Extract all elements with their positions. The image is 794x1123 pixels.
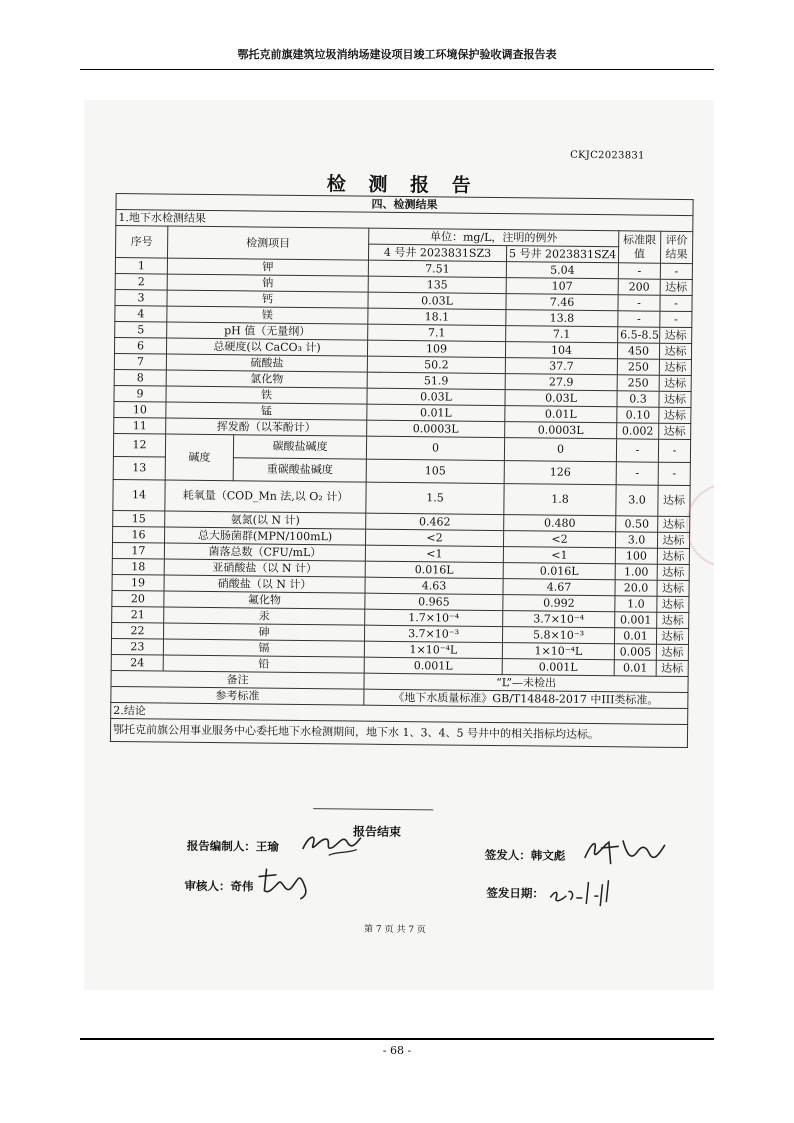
row-limit: 1.00 xyxy=(615,564,657,580)
row-well4-value: 1.5 xyxy=(366,482,504,514)
col-item-header: 检测项目 xyxy=(167,226,368,260)
row-number: 17 xyxy=(112,542,164,559)
row-well5-value: 0.01L xyxy=(505,406,617,423)
row-well4-value: 18.1 xyxy=(368,308,506,325)
row-well5-value: 107 xyxy=(506,278,618,295)
reviewer-label: 审核人：奇伟 xyxy=(184,878,254,894)
remark-label: 备注 xyxy=(111,670,364,689)
row-number: 8 xyxy=(114,370,166,387)
row-evaluation: 达标 xyxy=(657,532,689,548)
col-limit-header: 标准限值 xyxy=(618,231,660,263)
row-item: 汞 xyxy=(164,607,365,625)
compiler-signature xyxy=(299,827,369,862)
row-well5-value: 0.016L xyxy=(503,563,615,580)
issuer-label: 签发人：韩文彪 xyxy=(484,847,566,863)
report-title: 检 测 报 告 xyxy=(326,173,479,197)
row-evaluation: 达标 xyxy=(657,612,689,628)
table-row xyxy=(113,434,690,463)
row-limit: 250 xyxy=(617,375,659,391)
row-number: 20 xyxy=(112,590,164,607)
row-limit: 3.0 xyxy=(615,532,657,548)
col-well4-header: 4 号井 2023831SZ3 xyxy=(368,244,506,261)
conclusion-label: 2.结论 xyxy=(111,702,688,724)
row-limit: 20.0 xyxy=(615,580,657,596)
row-number: 11 xyxy=(114,418,166,435)
remark-value: “L”—未检出 xyxy=(364,673,688,692)
report-code: CKJC2023831 xyxy=(570,149,645,162)
section-title: 四、检测结果 xyxy=(116,194,693,216)
reviewer-signature xyxy=(254,865,314,906)
row-well4-value: 4.63 xyxy=(365,577,503,594)
row-item: 碳酸盐碱度 xyxy=(233,435,366,459)
row-number: 23 xyxy=(111,638,163,655)
row-limit: 0.005 xyxy=(614,644,656,660)
alkalinity-group-label: 碱度 xyxy=(165,434,233,481)
row-well4-value: <2 xyxy=(365,529,503,546)
row-well5-value: 0.0003L xyxy=(505,422,617,439)
row-evaluation: 达标 xyxy=(656,628,688,644)
header-title: 鄂托克前旗建筑垃圾消纳场建设项目竣工环境保护验收调查报告表 xyxy=(237,48,557,61)
results-table xyxy=(110,193,694,748)
row-well4-value: 1.7×10⁻⁴ xyxy=(365,609,503,626)
row-item: 挥发酚（以苯酚计） xyxy=(166,418,367,436)
row-evaluation: 达标 xyxy=(656,660,688,676)
reference-value: 《地下水质量标准》GB/T14848-2017 中III类标准。 xyxy=(364,689,688,708)
row-evaluation: 达标 xyxy=(659,359,691,375)
row-well4-value: 7.51 xyxy=(368,260,506,277)
row-evaluation: 达标 xyxy=(657,548,689,564)
row-well5-value: 126 xyxy=(504,461,616,485)
row-number: 4 xyxy=(115,306,167,323)
row-evaluation: - xyxy=(660,263,692,279)
row-well4-value: 0.965 xyxy=(365,593,503,610)
row-item: 锰 xyxy=(166,402,367,420)
row-evaluation: 达标 xyxy=(659,407,691,423)
row-number: 19 xyxy=(112,574,164,591)
row-item: 氯化物 xyxy=(166,370,367,388)
row-evaluation: - xyxy=(658,462,690,485)
row-number: 24 xyxy=(111,654,163,671)
row-number: 13 xyxy=(113,457,165,481)
row-limit: 0.3 xyxy=(617,391,659,407)
row-number: 10 xyxy=(114,402,166,419)
row-number: 14 xyxy=(113,480,165,512)
row-evaluation: 达标 xyxy=(657,564,689,580)
row-item: 镁 xyxy=(167,306,368,324)
row-evaluation: - xyxy=(658,439,690,462)
footer-rule xyxy=(80,1038,714,1040)
row-evaluation: 达标 xyxy=(660,279,692,295)
row-well4-value: 0.01L xyxy=(367,404,505,421)
row-evaluation: 达标 xyxy=(660,327,692,343)
issue-date-label: 签发日期： xyxy=(486,885,544,901)
row-limit: 0.10 xyxy=(617,407,659,423)
row-well4-value: <1 xyxy=(365,545,503,562)
issuer-signature xyxy=(579,830,669,871)
page-header xyxy=(80,30,714,70)
row-limit: 100 xyxy=(615,548,657,564)
row-number: 3 xyxy=(115,290,167,307)
row-well4-value: 3.7×10⁻³ xyxy=(364,625,502,642)
row-item: 砷 xyxy=(164,623,365,641)
row-well5-value: 0.992 xyxy=(503,595,615,612)
row-item: 总硬度(以 CaCO₃ 计) xyxy=(166,338,367,356)
row-well5-value: 13.8 xyxy=(506,310,618,327)
row-item: pH 值（无量纲） xyxy=(167,322,368,340)
row-number: 9 xyxy=(114,386,166,403)
row-well5-value: 7.46 xyxy=(506,294,618,311)
row-evaluation: 达标 xyxy=(659,423,691,439)
row-limit: - xyxy=(618,263,660,279)
row-well5-value: 104 xyxy=(505,342,617,359)
row-evaluation: - xyxy=(660,295,692,311)
row-well4-value: 51.9 xyxy=(367,372,505,389)
row-number: 22 xyxy=(112,622,164,639)
row-limit: 0.001 xyxy=(615,612,657,628)
issue-date-handwritten xyxy=(548,872,628,909)
row-evaluation: 达标 xyxy=(657,596,689,612)
scanned-report xyxy=(84,100,714,990)
row-well5-value: <2 xyxy=(503,531,615,548)
subsection-title: 1.地下水检测结果 xyxy=(116,210,693,232)
row-item: 硫酸盐 xyxy=(166,354,367,372)
row-well4-value: 0.462 xyxy=(366,513,504,530)
row-number: 16 xyxy=(113,527,165,544)
row-evaluation: 达标 xyxy=(658,516,690,532)
scan-page-number: 第 7 页 共 7 页 xyxy=(364,924,426,936)
row-item: 钾 xyxy=(167,258,368,276)
row-number: 1 xyxy=(115,258,167,275)
row-well5-value: 0 xyxy=(504,438,616,462)
row-limit: - xyxy=(616,439,658,462)
row-evaluation: - xyxy=(660,311,692,327)
row-limit: 0.002 xyxy=(617,423,659,439)
row-limit: 450 xyxy=(617,343,659,359)
row-evaluation: 达标 xyxy=(659,375,691,391)
row-item: 铅 xyxy=(163,655,364,673)
row-number: 15 xyxy=(113,511,165,528)
row-limit: 3.0 xyxy=(616,485,658,516)
row-well4-value: 105 xyxy=(366,459,504,483)
row-limit: 200 xyxy=(618,279,660,295)
row-well4-value: 7.1 xyxy=(368,324,506,341)
row-well5-value: 4.67 xyxy=(503,579,615,596)
row-item: 菌落总数（CFU/mL） xyxy=(164,543,365,561)
row-well4-value: 1×10⁻⁴L xyxy=(364,641,502,658)
row-well4-value: 135 xyxy=(368,276,506,293)
row-well5-value: 3.7×10⁻⁴ xyxy=(503,611,615,628)
col-unit-header: 单位：mg/L，注明的例外 xyxy=(369,228,619,247)
footer-page-number: - 68 - xyxy=(382,1044,412,1057)
col-eval-header: 评价结果 xyxy=(660,231,692,263)
row-item: 钙 xyxy=(167,290,368,308)
row-well5-value: 0.001L xyxy=(502,659,614,676)
row-well5-value: 27.9 xyxy=(505,374,617,391)
row-item: 镉 xyxy=(163,639,364,657)
compiler-label: 报告编制人：王瑜 xyxy=(186,838,279,854)
row-well5-value: 37.7 xyxy=(505,358,617,375)
row-well5-value: 1.8 xyxy=(504,484,616,516)
row-well4-value: 50.2 xyxy=(367,356,505,373)
row-number: 21 xyxy=(112,606,164,623)
row-evaluation: 达标 xyxy=(658,485,690,516)
row-number: 5 xyxy=(115,322,167,339)
row-limit: - xyxy=(618,311,660,327)
row-number: 2 xyxy=(115,274,167,291)
row-limit: 250 xyxy=(617,359,659,375)
divider-line xyxy=(313,808,433,810)
row-limit: - xyxy=(616,462,658,485)
row-well5-value: 0.03L xyxy=(505,390,617,407)
reference-label: 参考标准 xyxy=(111,686,364,705)
row-item: 铁 xyxy=(166,386,367,404)
row-item: 耗氧量（COD_Mn 法,以 O₂ 计） xyxy=(165,480,366,513)
row-number: 12 xyxy=(113,434,165,458)
row-evaluation: 达标 xyxy=(656,644,688,660)
row-well5-value: 5.04 xyxy=(506,262,618,279)
row-item: 钠 xyxy=(167,274,368,292)
row-well4-value: 0.0003L xyxy=(367,420,505,437)
row-well4-value: 0.03L xyxy=(368,292,506,309)
row-well5-value: <1 xyxy=(503,547,615,564)
row-evaluation: 达标 xyxy=(659,343,691,359)
row-item: 亚硝酸盐（以 N 计） xyxy=(164,559,365,577)
row-well4-value: 109 xyxy=(367,340,505,357)
row-evaluation: 达标 xyxy=(657,580,689,596)
report-end-text: 报告结束 xyxy=(352,824,402,840)
row-limit: 6.5-8.5 xyxy=(618,327,660,343)
row-well4-value: 0.03L xyxy=(367,388,505,405)
col-seq-header: 序号 xyxy=(115,226,167,259)
row-limit: 0.50 xyxy=(616,516,658,532)
row-item: 重碳酸盐碱度 xyxy=(233,458,366,482)
row-number: 7 xyxy=(114,354,166,371)
row-limit: 1.0 xyxy=(615,596,657,612)
row-well4-value: 0.001L xyxy=(364,657,502,674)
row-item: 氨氮(以 N 计) xyxy=(165,511,366,529)
row-limit: 0.01 xyxy=(614,628,656,644)
row-well5-value: 5.8×10⁻³ xyxy=(502,627,614,644)
row-well4-value: 0 xyxy=(366,436,504,460)
row-well4-value: 0.016L xyxy=(365,561,503,578)
row-limit: 0.01 xyxy=(614,660,656,676)
row-well5-value: 0.480 xyxy=(504,515,616,532)
row-well5-value: 7.1 xyxy=(506,326,618,343)
conclusion-text: 鄂托克前旗公用事业服务中心委托地下水检测期间，地下水 1、3、4、5 号井中的相关指标均达标。 xyxy=(110,718,687,747)
col-well5-header: 5 号井 2023831SZ4 xyxy=(506,246,618,263)
row-limit: - xyxy=(618,295,660,311)
row-number: 18 xyxy=(112,558,164,575)
row-well5-value: 1×10⁻⁴L xyxy=(502,643,614,660)
row-number: 6 xyxy=(114,338,166,355)
row-item: 氟化物 xyxy=(164,591,365,609)
row-item: 硝酸盐（以 N 计） xyxy=(164,575,365,593)
row-evaluation: 达标 xyxy=(659,391,691,407)
row-item: 总大肠菌群(MPN/100mL) xyxy=(165,527,366,545)
